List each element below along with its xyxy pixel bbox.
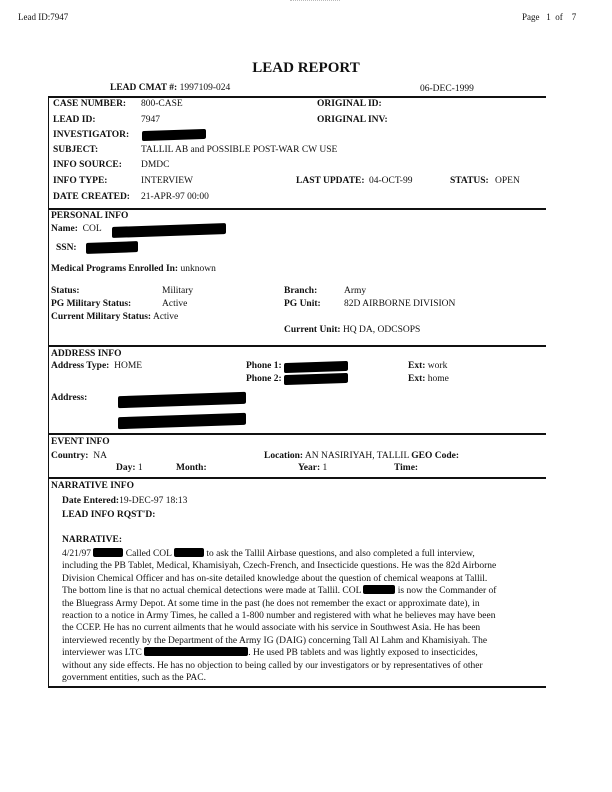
name-redaction	[112, 223, 226, 238]
date-entered-row	[62, 496, 187, 506]
rule-event	[48, 433, 546, 435]
address-type-value: HOME	[114, 361, 143, 371]
narrative-label: NARRATIVE:	[62, 535, 122, 545]
status-value: OPEN	[495, 176, 520, 186]
narrative-line: Division Chemical Officer and has on-site detailed knowledge about the question of chemical weapons at Tallil.	[62, 573, 488, 584]
rule-bottom	[48, 686, 546, 688]
page-title: LEAD REPORT	[252, 60, 360, 76]
page-label: Page	[522, 12, 540, 22]
info-type-value: INTERVIEW	[141, 176, 193, 186]
narrative-redaction	[144, 647, 248, 656]
name-prefix: COL	[82, 224, 102, 234]
ext2-value: home	[427, 374, 449, 384]
subject-value: TALLIL AB and POSSIBLE POST-WAR CW USE	[141, 145, 338, 155]
address-redaction-1	[118, 392, 246, 408]
name-label: Name:	[51, 224, 78, 234]
current-military-label: Current Military Status:	[51, 312, 152, 322]
country-row	[51, 451, 107, 461]
status-mil-label: Status:	[51, 286, 80, 296]
current-unit-label: Current Unit:	[284, 325, 341, 335]
address-type-label: Address Type:	[51, 361, 110, 371]
ext1-row	[408, 361, 447, 371]
phone1-label: Phone 1:	[246, 361, 282, 371]
date-entered-value: 19-DEC-97 18:13	[119, 496, 188, 506]
country-value: NA	[93, 451, 107, 461]
case-number-label: CASE NUMBER:	[53, 99, 127, 109]
pg-military-label: PG Military Status:	[51, 299, 132, 309]
medical-value: unknown	[180, 264, 216, 274]
narrative-line: government entities, such as the PAC.	[62, 673, 206, 684]
scan-mark	[290, 0, 340, 2]
investigator-redaction	[142, 129, 206, 141]
narrative-redaction	[174, 548, 204, 557]
cmat-value: 1997109-024	[179, 83, 231, 93]
info-source-label: INFO SOURCE:	[53, 160, 122, 170]
ssn-redaction	[86, 241, 138, 254]
narrative-line: 4/21/97 Called COL to ask the Tallil Airbase questions, and also completed a full interview,	[62, 549, 475, 559]
narrative-line: the Bluegrass Army Depot. At some time in the past (he does not remember the exact or approximate date), in	[62, 598, 480, 609]
cmat-label: LEAD CMAT #:	[110, 83, 178, 93]
address-type-row	[51, 361, 142, 371]
medical-row	[51, 264, 216, 274]
rule-top	[48, 96, 546, 98]
investigator-label: INVESTIGATOR:	[53, 130, 130, 140]
narrative-line: interviewer was LTC . He used PB tablets and was lightly exposed to insecticides,	[62, 648, 478, 659]
day-value: 1	[137, 463, 143, 473]
lead-id-value: 7947	[141, 115, 160, 125]
narrative-line: the CCEP. He has no current ailments that he would associate with his service in Southwest Asia. He has been	[62, 623, 481, 634]
current-unit-value: HQ DA, ODCSOPS	[342, 325, 421, 335]
address-redaction-2	[118, 413, 246, 429]
original-id-label: ORIGINAL ID:	[317, 99, 382, 109]
year-value: 1	[322, 463, 328, 473]
narrative-body	[62, 548, 540, 684]
current-military-row	[51, 312, 178, 322]
year-label: Year:	[298, 463, 321, 473]
narrative-line: including the PB Tablet, Medical, Khamisiyah, Czech-French, and Insecticide questions. He was the 82d Airborne	[62, 561, 497, 572]
status-mil-value: Military	[162, 286, 194, 296]
rule-personal	[48, 208, 546, 210]
report-date: 06-DEC-1999	[420, 84, 474, 94]
narrative-redaction	[363, 585, 395, 594]
geo-code-label: GEO Code:	[411, 451, 460, 461]
ext2-label: Ext:	[408, 374, 426, 384]
page-indicator	[522, 12, 576, 22]
current-unit-row	[284, 325, 420, 335]
original-inv-label: ORIGINAL INV:	[317, 115, 388, 125]
vline-left	[48, 96, 49, 686]
date-created-value: 21-APR-97 00:00	[141, 192, 209, 202]
location-label: Location:	[264, 451, 304, 461]
cmat-line	[110, 83, 230, 93]
last-update-value: 04-OCT-99	[369, 176, 413, 186]
last-update-label: LAST UPDATE:	[296, 176, 365, 186]
lead-info-rqst-label: LEAD INFO RQST'D:	[62, 510, 156, 520]
day-row	[116, 463, 143, 473]
current-military-value: Active	[152, 312, 179, 322]
ext2-row	[408, 374, 449, 384]
header-lead-id: Lead ID:7947	[18, 12, 69, 22]
ext1-label: Ext:	[408, 361, 426, 371]
lead-id-label: LEAD ID:	[53, 115, 96, 125]
page-of: of	[555, 12, 563, 22]
phone2-label: Phone 2:	[246, 374, 282, 384]
status-label: STATUS:	[450, 176, 489, 186]
pg-military-value: Active	[162, 299, 188, 309]
subject-label: SUBJECT:	[53, 145, 99, 155]
address-label: Address:	[51, 393, 88, 403]
ssn-label: SSN:	[56, 243, 77, 253]
narrative-line: without any side effects. He has no objection to being called by our investigators or by representatives of other	[62, 660, 483, 671]
branch-label: Branch:	[284, 286, 318, 296]
narrative-line: reaction to a notice in Army Times, he called a 1-800 number and registered with what he believes may have been	[62, 611, 496, 622]
location-row	[264, 451, 459, 461]
personal-heading: PERSONAL INFO	[51, 211, 129, 221]
date-created-label: DATE CREATED:	[53, 192, 130, 202]
date-entered-label: Date Entered:	[62, 496, 120, 506]
pg-unit-label: PG Unit:	[284, 299, 321, 309]
case-number-value: 800-CASE	[141, 99, 183, 109]
event-heading: EVENT INFO	[51, 437, 110, 447]
name-row	[51, 224, 102, 234]
narrative-line: interviewed recently by the Department of the Army IG (DAIG) concerning Tall Al Lahm and Khamisiyah. The	[62, 635, 488, 646]
medical-label: Medical Programs Enrolled In:	[51, 264, 179, 274]
info-source-value: DMDC	[141, 160, 170, 170]
location-value: AN NASIRIYAH, TALLIL	[304, 451, 409, 461]
narrative-line: The bottom line is that no actual chemical detections were made at Tallil. COL is now the Commander of	[62, 586, 497, 597]
page-number: 1	[546, 12, 551, 22]
country-label: Country:	[51, 451, 89, 461]
ext1-value: work	[427, 361, 448, 371]
year-row	[298, 463, 327, 473]
time-label: Time:	[394, 463, 419, 473]
phone1-redaction	[284, 361, 348, 373]
info-type-label: INFO TYPE:	[53, 176, 108, 186]
day-label: Day:	[116, 463, 136, 473]
branch-value: Army	[344, 286, 367, 296]
page-total: 7	[571, 12, 577, 22]
rule-narrative	[48, 477, 546, 479]
rule-address	[48, 345, 546, 347]
month-label: Month:	[176, 463, 207, 473]
narrative-redaction	[93, 548, 123, 557]
narrative-heading: NARRATIVE INFO	[51, 481, 134, 491]
pg-unit-value: 82D AIRBORNE DIVISION	[344, 299, 456, 309]
address-heading: ADDRESS INFO	[51, 349, 122, 359]
phone2-redaction	[284, 373, 348, 385]
